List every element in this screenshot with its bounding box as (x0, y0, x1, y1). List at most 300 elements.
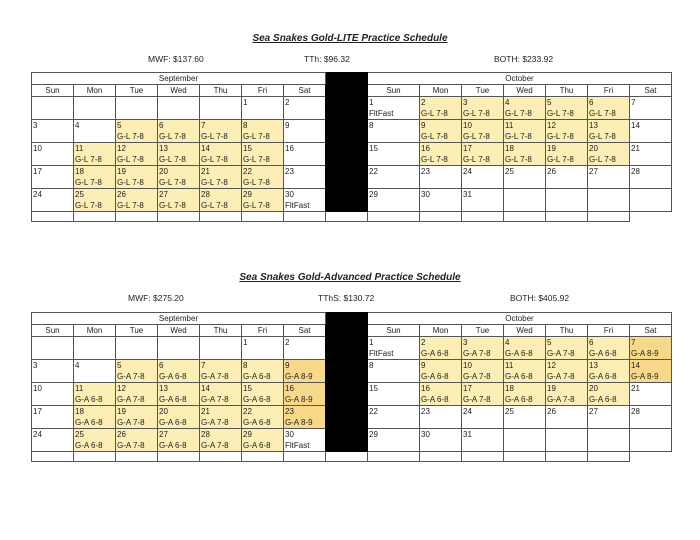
practice-label (159, 348, 198, 359)
day-number: 5 (117, 121, 122, 130)
lite-price-tth: TTh: $96.32 (304, 54, 350, 64)
day-number: 13 (589, 121, 598, 130)
practice-label: G-L 7-8 (243, 155, 270, 164)
day-number: 9 (285, 121, 290, 130)
day-name: Sat (284, 85, 326, 97)
empty-cell (462, 452, 504, 462)
calendar-day-cell (158, 143, 200, 166)
practice-label: FltFast (285, 201, 310, 210)
practice-label (369, 154, 418, 165)
calendar-day-cell (546, 189, 588, 212)
practice-label (631, 131, 670, 142)
day-number: 30 (421, 430, 430, 439)
calendar-day-cell (504, 189, 546, 212)
calendar-day-cell (462, 120, 504, 143)
day-name: Sun (368, 85, 420, 97)
lite-schedule-title: Sea Snakes Gold-LITE Practice Schedule (252, 33, 448, 44)
day-number: 30 (285, 190, 294, 199)
calendar-day-cell (462, 337, 504, 360)
day-name: Mon (74, 85, 116, 97)
day-number: 7 (631, 98, 636, 107)
practice-label: G-A 6-8 (421, 349, 449, 358)
day-name: Mon (74, 325, 116, 337)
calendar-day-cell (504, 143, 546, 166)
calendar-day-cell (546, 406, 588, 429)
practice-label (159, 108, 198, 119)
day-number: 23 (285, 407, 294, 416)
practice-label: G-A 6-8 (159, 372, 187, 381)
practice-label: G-L 7-8 (117, 178, 144, 187)
day-number: 25 (75, 430, 84, 439)
day-number (201, 97, 240, 108)
day-number: 31 (463, 430, 472, 439)
practice-label: G-L 7-8 (243, 201, 270, 210)
empty-cell (74, 212, 116, 222)
practice-label (117, 348, 156, 359)
calendar-day-cell (200, 429, 242, 452)
day-number: 25 (505, 167, 514, 176)
day-name: Wed (158, 85, 200, 97)
day-name: Sat (284, 325, 326, 337)
calendar-day-cell (462, 383, 504, 406)
practice-label: G-A 6-8 (243, 395, 271, 404)
calendar-day-cell (504, 360, 546, 383)
practice-label (505, 177, 544, 188)
practice-label: G-L 7-8 (75, 155, 102, 164)
day-number: 23 (421, 167, 430, 176)
practice-label: G-A 6-8 (505, 349, 533, 358)
lite-calendar-table (31, 72, 672, 222)
day-number (117, 97, 156, 108)
calendar-day-cell (74, 406, 116, 429)
day-number: 25 (505, 407, 514, 416)
day-number: 15 (243, 384, 252, 393)
practice-label (631, 154, 670, 165)
practice-label (505, 417, 544, 428)
practice-label (369, 394, 418, 405)
calendar-day-cell (242, 360, 284, 383)
calendar-day-cell (116, 360, 158, 383)
advanced-schedule-title: Sea Snakes Gold-Advanced Practice Schedule (239, 272, 461, 283)
practice-label (243, 348, 282, 359)
practice-label: G-A 7-8 (117, 418, 145, 427)
day-number: 10 (33, 384, 42, 393)
calendar-day-cell (462, 166, 504, 189)
practice-label (285, 177, 324, 188)
calendar-day-cell (588, 143, 630, 166)
calendar-day-cell (158, 166, 200, 189)
day-number: 26 (117, 430, 126, 439)
day-number (33, 97, 72, 108)
practice-label (631, 200, 670, 211)
calendar-day-cell (200, 189, 242, 212)
day-number: 22 (243, 167, 252, 176)
day-number: 22 (369, 407, 378, 416)
day-number: 17 (33, 167, 42, 176)
calendar-day-cell (242, 406, 284, 429)
empty-row (32, 212, 672, 222)
practice-label: G-L 7-8 (547, 132, 574, 141)
day-number: 18 (75, 167, 84, 176)
practice-label (285, 154, 324, 165)
practice-label: G-A 6-8 (589, 372, 617, 381)
day-number: 21 (631, 384, 640, 393)
empty-cell (504, 212, 546, 222)
calendar-day-cell (284, 143, 326, 166)
day-name: Tue (462, 85, 504, 97)
calendar-day-cell (242, 166, 284, 189)
calendar-day-cell (284, 166, 326, 189)
day-number: 17 (463, 384, 472, 393)
calendar-day-cell (116, 143, 158, 166)
empty-cell (588, 452, 630, 462)
practice-label (369, 200, 418, 211)
practice-label (33, 440, 72, 451)
day-number: 24 (33, 430, 42, 439)
day-name: Tue (462, 325, 504, 337)
calendar-day-cell (200, 143, 242, 166)
practice-label (243, 108, 282, 119)
practice-label (369, 440, 418, 451)
practice-label (285, 131, 324, 142)
day-number: 13 (159, 144, 168, 153)
day-number: 28 (631, 167, 640, 176)
practice-label: G-L 7-8 (159, 132, 186, 141)
empty-cell (200, 452, 242, 462)
calendar-day-cell (462, 97, 504, 120)
calendar-day-cell (116, 97, 158, 120)
practice-label: G-L 7-8 (505, 132, 532, 141)
practice-label (631, 108, 670, 119)
day-number (201, 337, 240, 348)
calendar-day-cell (116, 189, 158, 212)
day-number: 11 (75, 144, 84, 153)
practice-label: G-A 7-8 (117, 372, 145, 381)
practice-label (369, 417, 418, 428)
day-number: 1 (369, 98, 374, 107)
practice-label: G-A 6-8 (505, 372, 533, 381)
calendar-day-cell (368, 383, 420, 406)
day-name: Sat (630, 85, 672, 97)
day-number (33, 337, 72, 348)
day-name: Sun (32, 85, 74, 97)
day-number (589, 429, 628, 440)
day-name: Mon (420, 85, 462, 97)
day-number: 28 (201, 190, 210, 199)
practice-label (547, 200, 586, 211)
calendar-day-cell (74, 337, 116, 360)
day-name: Thu (200, 325, 242, 337)
calendar-day-cell (368, 143, 420, 166)
practice-label: FltFast (369, 349, 394, 358)
day-number: 21 (201, 407, 210, 416)
practice-label: G-L 7-8 (117, 155, 144, 164)
empty-cell (368, 452, 420, 462)
calendar-day-cell (74, 383, 116, 406)
day-number: 17 (463, 144, 472, 153)
day-number: 26 (547, 167, 556, 176)
advanced-price-mwf: MWF: $275.20 (128, 293, 184, 303)
day-number: 6 (589, 338, 594, 347)
calendar-day-cell (158, 120, 200, 143)
empty-cell (326, 452, 368, 462)
practice-label: G-A 7-8 (201, 395, 229, 404)
day-number: 1 (243, 338, 248, 347)
practice-label: G-A 6-8 (589, 395, 617, 404)
day-number (631, 429, 670, 440)
empty-cell (116, 212, 158, 222)
calendar-day-cell (32, 189, 74, 212)
day-number: 11 (505, 121, 514, 130)
day-name: Tue (116, 85, 158, 97)
month-label: October (368, 73, 672, 85)
practice-label (631, 394, 670, 405)
calendar-day-cell (588, 406, 630, 429)
day-number: 26 (547, 407, 556, 416)
practice-label: G-A 6-8 (75, 395, 103, 404)
calendar-day-cell (116, 406, 158, 429)
calendar-day-cell (158, 383, 200, 406)
day-number: 3 (33, 121, 38, 130)
calendar-day-cell (504, 383, 546, 406)
day-number: 22 (243, 407, 252, 416)
calendar-day-cell (284, 337, 326, 360)
day-number: 25 (75, 190, 84, 199)
calendar-day-cell (32, 120, 74, 143)
day-number: 6 (159, 121, 164, 130)
practice-label (631, 417, 670, 428)
practice-label: G-A 7-8 (547, 395, 575, 404)
practice-label: G-A 6-8 (243, 372, 271, 381)
day-number: 15 (369, 384, 378, 393)
calendar-day-cell (32, 337, 74, 360)
calendar-day-cell (242, 97, 284, 120)
calendar-day-cell (158, 189, 200, 212)
month-label: October (368, 313, 672, 325)
practice-label (201, 108, 240, 119)
calendar-day-cell (284, 360, 326, 383)
calendar-day-cell (74, 143, 116, 166)
day-number: 20 (159, 407, 168, 416)
day-number: 18 (505, 384, 514, 393)
practice-label (631, 440, 670, 451)
day-number: 5 (117, 361, 122, 370)
day-number: 29 (243, 190, 252, 199)
calendar-day-cell (420, 429, 462, 452)
practice-label: G-A 6-8 (243, 418, 271, 427)
calendar-day-cell (32, 360, 74, 383)
practice-label: G-L 7-8 (243, 132, 270, 141)
day-number: 19 (547, 384, 556, 393)
calendar-day-cell (420, 360, 462, 383)
empty-cell (462, 212, 504, 222)
practice-label (33, 154, 72, 165)
practice-label: G-A 7-8 (463, 349, 491, 358)
calendar-day-cell (504, 406, 546, 429)
practice-label: G-A 7-8 (463, 395, 491, 404)
practice-label: G-A 7-8 (547, 349, 575, 358)
calendar-day-cell (588, 383, 630, 406)
practice-label (589, 200, 628, 211)
calendar-day-cell (284, 383, 326, 406)
day-number (589, 189, 628, 200)
day-number: 16 (421, 384, 430, 393)
calendar-day-cell (630, 429, 672, 452)
empty-cell (116, 452, 158, 462)
calendar-day-cell (546, 166, 588, 189)
empty-cell (158, 452, 200, 462)
calendar-day-cell (588, 166, 630, 189)
calendar-day-cell (32, 383, 74, 406)
day-name: Fri (588, 325, 630, 337)
calendar-day-cell (200, 406, 242, 429)
calendar-day-cell (32, 406, 74, 429)
day-number: 23 (421, 407, 430, 416)
day-number: 19 (117, 407, 126, 416)
day-name: Wed (504, 325, 546, 337)
calendar-day-cell (242, 337, 284, 360)
day-number: 2 (285, 98, 290, 107)
day-number: 31 (463, 190, 472, 199)
day-number: 29 (243, 430, 252, 439)
empty-cell (420, 452, 462, 462)
calendar-day-cell (242, 189, 284, 212)
day-number: 15 (243, 144, 252, 153)
practice-label (421, 200, 460, 211)
empty-cell (588, 212, 630, 222)
day-number: 3 (33, 361, 38, 370)
practice-label: FltFast (285, 441, 310, 450)
day-number: 24 (463, 407, 472, 416)
day-number: 1 (243, 98, 248, 107)
practice-label (421, 417, 460, 428)
calendar-day-cell (630, 406, 672, 429)
day-number: 1 (369, 338, 374, 347)
day-number: 11 (505, 361, 514, 370)
calendar-day-cell (630, 360, 672, 383)
day-name: Sat (630, 325, 672, 337)
day-name: Thu (546, 325, 588, 337)
calendar-day-cell (546, 120, 588, 143)
day-number: 30 (421, 190, 430, 199)
day-number: 14 (201, 144, 210, 153)
calendar-day-cell (116, 429, 158, 452)
day-number: 5 (547, 338, 552, 347)
day-number: 29 (369, 430, 378, 439)
empty-cell (74, 452, 116, 462)
calendar-day-cell (546, 383, 588, 406)
day-number: 20 (589, 144, 598, 153)
empty-cell (326, 212, 368, 222)
practice-label: G-L 7-8 (505, 155, 532, 164)
day-number: 10 (33, 144, 42, 153)
practice-label (285, 348, 324, 359)
empty-row (32, 452, 672, 462)
day-name: Tue (116, 325, 158, 337)
practice-label: G-L 7-8 (75, 178, 102, 187)
day-number: 19 (117, 167, 126, 176)
empty-cell (546, 452, 588, 462)
calendar-day-cell (284, 406, 326, 429)
day-number: 7 (201, 121, 206, 130)
practice-label: G-A 6-8 (159, 441, 187, 450)
calendar-day-cell (462, 143, 504, 166)
calendar-day-cell (242, 383, 284, 406)
day-name: Fri (242, 325, 284, 337)
calendar-day-cell (420, 166, 462, 189)
calendar-day-cell (588, 429, 630, 452)
calendar-day-cell (74, 189, 116, 212)
practice-label: G-L 7-8 (201, 178, 228, 187)
day-number (631, 189, 670, 200)
advanced-price-tths: TThS: $130.72 (318, 293, 375, 303)
day-number: 18 (505, 144, 514, 153)
calendar-day-cell (588, 120, 630, 143)
practice-label (463, 417, 502, 428)
calendar-day-cell (284, 97, 326, 120)
calendar-day-cell (420, 120, 462, 143)
calendar-day-cell (368, 337, 420, 360)
calendar-day-cell (158, 360, 200, 383)
day-name: Fri (588, 85, 630, 97)
calendar-day-cell (242, 429, 284, 452)
day-number: 8 (369, 121, 374, 130)
empty-cell (242, 452, 284, 462)
calendar-day-cell (200, 360, 242, 383)
day-number: 14 (201, 384, 210, 393)
calendar-day-cell (630, 143, 672, 166)
practice-label: G-L 7-8 (117, 132, 144, 141)
calendar-day-cell (284, 189, 326, 212)
practice-label: G-L 7-8 (505, 109, 532, 118)
day-number: 18 (75, 407, 84, 416)
practice-label (75, 371, 114, 382)
practice-label (631, 177, 670, 188)
month-label: September (32, 73, 326, 85)
calendar-day-cell (546, 429, 588, 452)
practice-label: G-A 6-8 (421, 395, 449, 404)
practice-label (117, 108, 156, 119)
practice-label: G-L 7-8 (547, 109, 574, 118)
practice-label: G-L 7-8 (547, 155, 574, 164)
empty-cell (32, 212, 74, 222)
calendar-day-cell (32, 97, 74, 120)
day-number: 15 (369, 144, 378, 153)
day-number (159, 97, 198, 108)
day-name: Fri (242, 85, 284, 97)
practice-label (421, 177, 460, 188)
practice-label (369, 131, 418, 142)
practice-label: G-A 7-8 (117, 395, 145, 404)
practice-label: G-L 7-8 (463, 132, 490, 141)
calendar-day-cell (368, 429, 420, 452)
calendar-day-cell (74, 120, 116, 143)
practice-label: G-L 7-8 (117, 201, 144, 210)
practice-label: G-L 7-8 (243, 178, 270, 187)
day-number (159, 337, 198, 348)
practice-label (33, 177, 72, 188)
day-number: 7 (631, 338, 636, 347)
empty-cell (158, 212, 200, 222)
calendar-day-cell (546, 97, 588, 120)
practice-label: G-A 6-8 (75, 441, 103, 450)
day-number: 27 (159, 430, 168, 439)
practice-label: G-L 7-8 (589, 155, 616, 164)
practice-label: G-A 6-8 (505, 395, 533, 404)
calendar-day-cell (368, 406, 420, 429)
day-number: 6 (589, 98, 594, 107)
month-header-row (32, 73, 672, 85)
